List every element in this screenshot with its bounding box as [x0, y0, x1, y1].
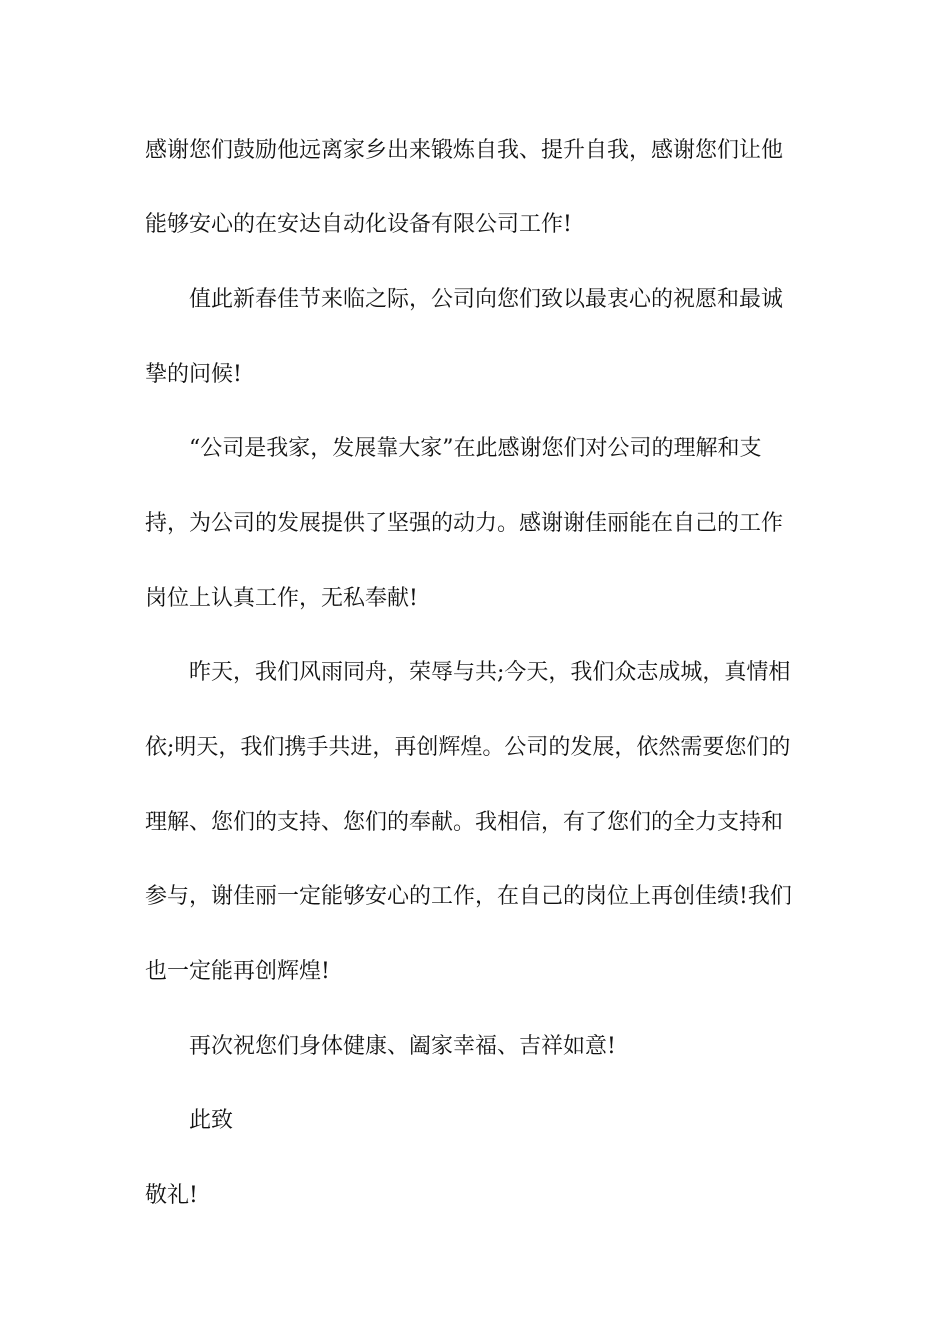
text-line-8: 昨天，我们风雨同舟，荣辱与共;今天，我们众志成城，真情相 [189, 660, 791, 685]
text-line-12: 也一定能再创辉煌! [145, 959, 330, 984]
text-line-10: 理解、您们的支持、您们的奉献。我相信，有了您们的全力支持和 [145, 810, 784, 835]
text-line-9: 依;明天，我们携手共进，再创辉煌。公司的发展，依然需要您们的 [145, 735, 791, 760]
text-line-2: 能够安心的在安达自动化设备有限公司工作! [145, 212, 572, 237]
text-line-3: 值此新春佳节来临之际，公司向您们致以最衷心的祝愿和最诚 [189, 287, 784, 312]
text-line-7: 岗位上认真工作，无私奉献! [145, 586, 418, 611]
text-line-4: 挚的问候! [145, 362, 242, 387]
text-line-5: “公司是我家，发展靠大家”在此感谢您们对公司的理解和支 [189, 436, 762, 461]
closing-regards: 敬礼! [145, 1183, 198, 1208]
text-line-6: 持，为公司的发展提供了坚强的动力。感谢谢佳丽能在自己的工作 [145, 511, 784, 536]
text-line-1: 感谢您们鼓励他远离家乡出来锻炼自我、提升自我，感谢您们让他 [145, 138, 784, 163]
closing-salutation: 此致 [189, 1108, 234, 1133]
text-line-11: 参与，谢佳丽一定能够安心的工作，在自己的岗位上再创佳绩!我们 [145, 884, 792, 909]
text-line-13: 再次祝您们身体健康、阖家幸福、吉祥如意! [189, 1034, 616, 1059]
